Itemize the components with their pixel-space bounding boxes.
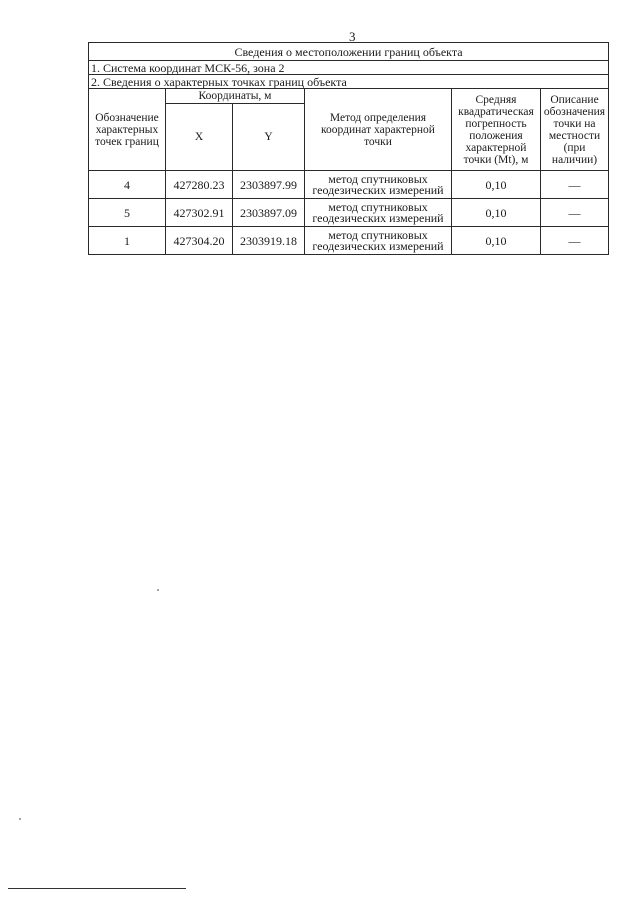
cell-description: — (541, 227, 609, 255)
cell-method: метод спутниковых геодезических измерений (305, 199, 452, 227)
scan-speck (157, 589, 159, 591)
cell-x: 427280.23 (166, 171, 233, 199)
points-section-row (89, 75, 609, 89)
cell-accuracy: 0,10 (452, 227, 541, 255)
scan-speck (19, 818, 21, 820)
cell-point: 1 (89, 227, 166, 255)
cell-y: 2303897.09 (233, 199, 305, 227)
cell-description: — (541, 171, 609, 199)
page-number: 3 (349, 29, 356, 44)
header-point-designation: Обозначение характерных точек границ (89, 89, 166, 171)
points-section-title: 2. Сведения о характерных точках границ объекта (89, 75, 609, 89)
cell-accuracy: 0,10 (452, 199, 541, 227)
table-row (89, 227, 609, 255)
boundary-table (88, 42, 609, 255)
cell-y: 2303919.18 (233, 227, 305, 255)
cell-point: 4 (89, 171, 166, 199)
header-coordinates: Координаты, м (166, 89, 305, 104)
header-row-1 (89, 89, 609, 104)
table-title-row (89, 43, 609, 61)
header-method: Метод определения координат характерной точки (305, 89, 452, 171)
coordinate-system-row (89, 61, 609, 75)
header-accuracy: Средняя квадратическая погрепность положения характерной точки (Mt), м (452, 89, 541, 171)
cell-y: 2303897.99 (233, 171, 305, 199)
footnote-rule (8, 888, 186, 889)
header-description: Описание обозначения точки на местности (при наличии) (541, 89, 609, 171)
table-title: Сведения о местоположении границ объекта (89, 43, 609, 61)
header-x: X (166, 104, 233, 171)
cell-point: 5 (89, 199, 166, 227)
header-y: Y (233, 104, 305, 171)
cell-x: 427302.91 (166, 199, 233, 227)
cell-accuracy: 0,10 (452, 171, 541, 199)
coordinate-system: 1. Система координат МСК-56, зона 2 (89, 61, 609, 75)
cell-x: 427304.20 (166, 227, 233, 255)
table-row (89, 171, 609, 199)
cell-method: метод спутниковых геодезических измерений (305, 227, 452, 255)
table-row (89, 199, 609, 227)
cell-description: — (541, 199, 609, 227)
cell-method: метод спутниковых геодезических измерений (305, 171, 452, 199)
